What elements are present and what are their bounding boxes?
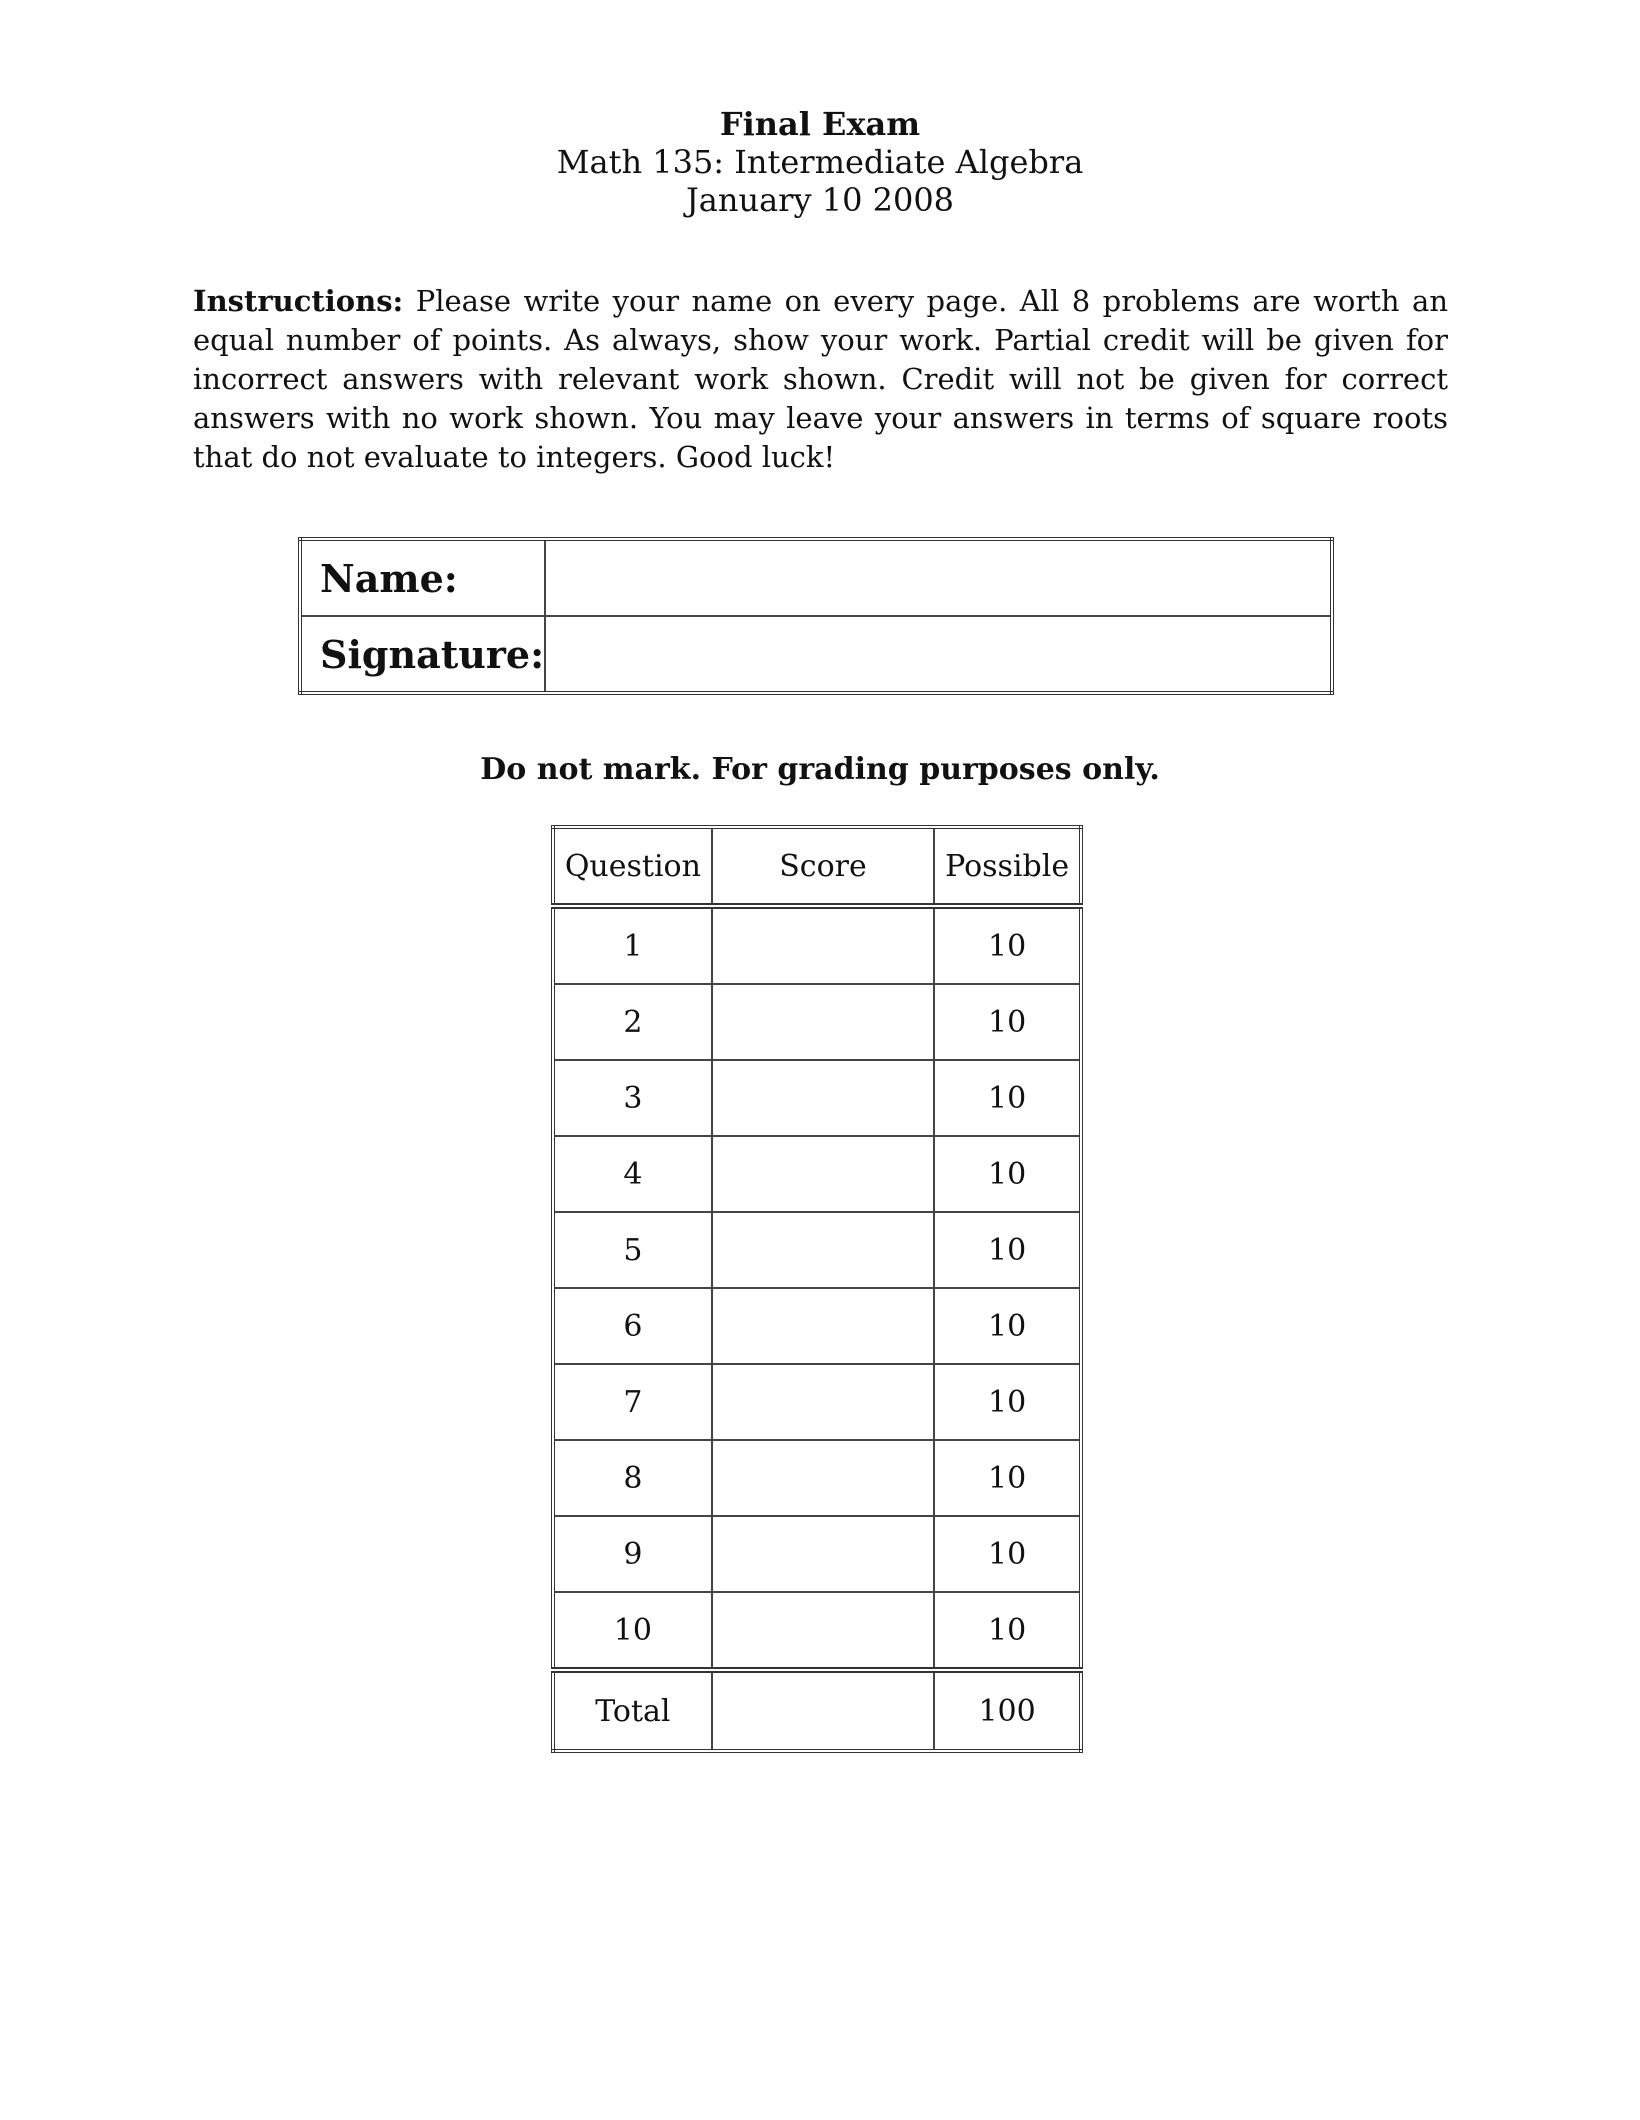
- possible-points: 10: [934, 1136, 1081, 1212]
- question-number: 9: [553, 1516, 712, 1592]
- signature-row: [300, 616, 1332, 693]
- table-row: [553, 1136, 1081, 1212]
- exam-date: January 10 2008: [685, 181, 955, 219]
- score-cell: [712, 1288, 934, 1364]
- possible-points: 10: [934, 1212, 1081, 1288]
- total-label: Total: [553, 1670, 712, 1751]
- possible-points: 10: [934, 1440, 1081, 1516]
- instructions-text: Please write your name on every page. All 8 problems are worth an equal number of points. As always, show your work. Partial credit will be given for incorrect answers with relevant work shown. Credit will not be given for correct answers with no work shown. You may leave your answers in terms of square roots that do not evaluate to integers. Good luck!: [193, 284, 1448, 474]
- table-row: [553, 1592, 1081, 1670]
- score-cell: [712, 1212, 934, 1288]
- table-row: [553, 984, 1081, 1060]
- score-cell: [712, 984, 934, 1060]
- score-cell: [712, 1060, 934, 1136]
- score-cell: [712, 1364, 934, 1440]
- question-number: 8: [553, 1440, 712, 1516]
- header-question: Question: [553, 827, 712, 906]
- score-cell: [712, 1592, 934, 1670]
- possible-points: 10: [934, 1592, 1081, 1670]
- table-row: [553, 906, 1081, 984]
- name-row: [300, 539, 1332, 616]
- header-score: Score: [712, 827, 934, 906]
- question-number: 10: [553, 1592, 712, 1670]
- grading-note: Do not mark. For grading purposes only.: [480, 752, 1160, 787]
- possible-points: 10: [934, 906, 1081, 984]
- name-label: Name:: [300, 539, 545, 616]
- table-row: [553, 1440, 1081, 1516]
- possible-points: 10: [934, 1516, 1081, 1592]
- possible-points: 10: [934, 984, 1081, 1060]
- score-cell: [712, 1440, 934, 1516]
- possible-points: 10: [934, 1288, 1081, 1364]
- name-field[interactable]: [545, 539, 1332, 616]
- question-number: 5: [553, 1212, 712, 1288]
- score-table-header: [553, 827, 1081, 906]
- header-possible: Possible: [934, 827, 1081, 906]
- score-cell: [712, 1516, 934, 1592]
- table-row: [553, 1364, 1081, 1440]
- course-name: Math 135: Intermediate Algebra: [556, 143, 1084, 181]
- table-row: [553, 1288, 1081, 1364]
- score-cell: [712, 906, 934, 984]
- signature-label: Signature:: [300, 616, 545, 693]
- signature-field[interactable]: [545, 616, 1332, 693]
- question-number: 7: [553, 1364, 712, 1440]
- instructions-paragraph: [193, 282, 1448, 477]
- table-row: [553, 1060, 1081, 1136]
- question-number: 4: [553, 1136, 712, 1212]
- total-row: [553, 1670, 1081, 1751]
- possible-points: 10: [934, 1060, 1081, 1136]
- question-number: 1: [553, 906, 712, 984]
- question-number: 3: [553, 1060, 712, 1136]
- question-number: 6: [553, 1288, 712, 1364]
- score-cell: [712, 1136, 934, 1212]
- table-row: [553, 1212, 1081, 1288]
- name-signature-box: [298, 537, 1334, 695]
- exam-header: [0, 105, 1640, 219]
- possible-points: 10: [934, 1364, 1081, 1440]
- table-row: [553, 1516, 1081, 1592]
- exam-title: Final Exam: [719, 105, 921, 143]
- total-score-cell: [712, 1670, 934, 1751]
- total-possible: 100: [934, 1670, 1081, 1751]
- score-table: [551, 825, 1083, 1753]
- question-number: 2: [553, 984, 712, 1060]
- instructions-lead: Instructions:: [193, 284, 404, 318]
